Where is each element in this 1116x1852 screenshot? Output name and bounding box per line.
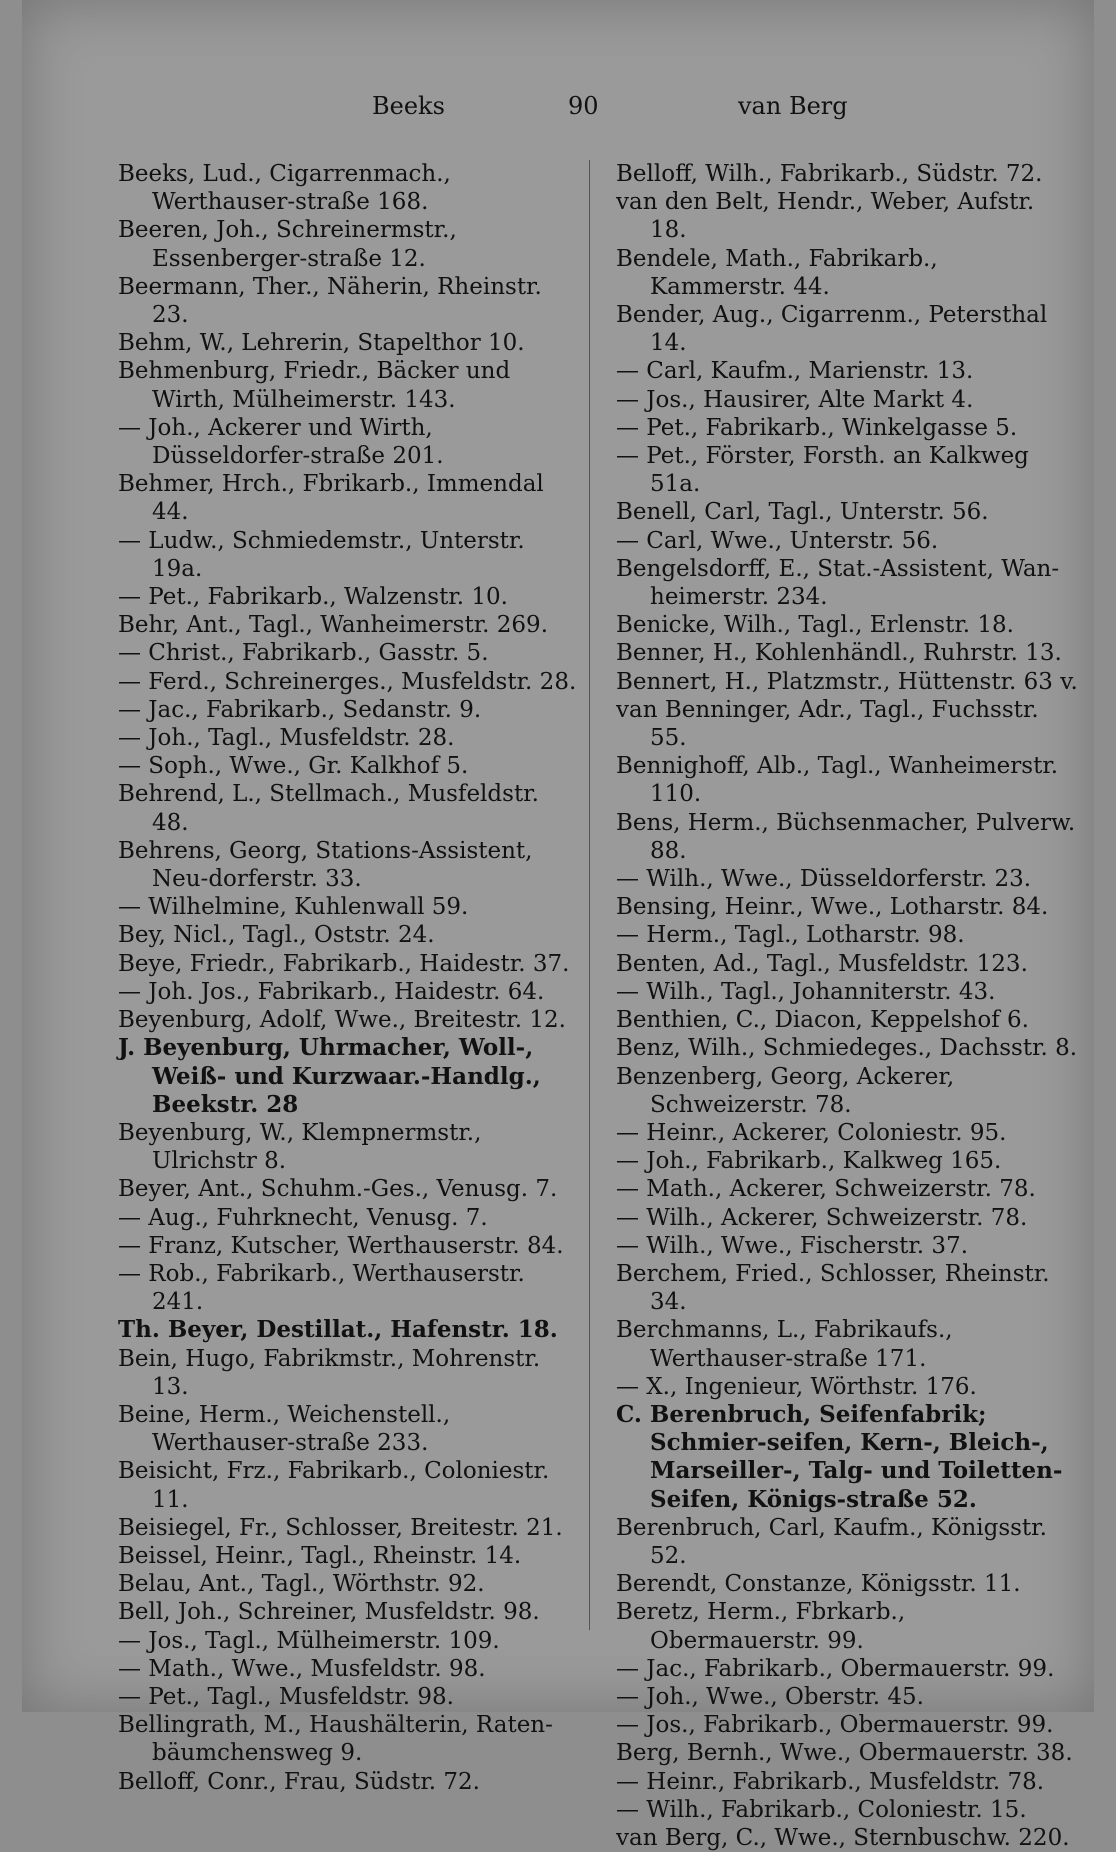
directory-entry: — Jos., Fabrikarb., Obermauerstr. 99.: [616, 1712, 1054, 1739]
directory-entry: — Jos., Hausirer, Alte Markt 4.: [616, 386, 974, 413]
directory-entry: Bender, Aug., Cigarrenm., Petersthal 14.: [616, 302, 1048, 357]
directory-entry: van Benninger, Adr., Tagl., Fuchsstr. 55.: [616, 696, 1039, 752]
directory-entry: Bennighoff, Alb., Tagl., Wanheimerstr. 110.: [616, 753, 1059, 808]
page-number: 90: [568, 92, 599, 120]
directory-entry: — Joh., Fabrikarb., Kalkweg 165.: [616, 1148, 1002, 1175]
directory-entry: Berendt, Constanze, Königsstr. 11.: [616, 1571, 1021, 1598]
directory-entry: Beyer, Ant., Schuhm.-Ges., Venusg. 7.: [118, 1176, 558, 1203]
directory-entry: — Joh., Tagl., Musfeldstr. 28.: [118, 725, 455, 752]
directory-entry: — Carl, Wwe., Unterstr. 56.: [616, 527, 939, 554]
directory-entry: Berg, Bernh., Wwe., Obermauerstr. 38.: [616, 1740, 1073, 1767]
directory-entry: Behm, W., Lehrerin, Stapelthor 10.: [118, 330, 525, 357]
directory-entry: Benz, Wilh., Schmiedeges., Dachsstr. 8.: [616, 1035, 1078, 1062]
directory-entry: Bey, Nicl., Tagl., Oststr. 24.: [118, 922, 435, 949]
directory-entry: Behrens, Georg, Stations-Assistent, Neu-dorferstr. 33.: [118, 837, 533, 893]
directory-entry: — X., Ingenieur, Wörthstr. 176.: [616, 1373, 977, 1400]
directory-entry: Behrend, L., Stellmach., Musfeldstr. 48.: [118, 781, 539, 836]
directory-entry: — Ludw., Schmiedemstr., Unterstr. 19a.: [118, 527, 525, 582]
directory-entry: Beyenburg, Adolf, Wwe., Breitestr. 12.: [118, 1007, 566, 1034]
directory-entry: — Math., Ackerer, Schweizerstr. 78.: [616, 1176, 1036, 1203]
directory-entry: Beine, Herm., Weichenstell., Werthauser-straße 233.: [118, 1401, 451, 1457]
directory-entry: — Christ., Fabrikarb., Gasstr. 5.: [118, 640, 489, 667]
directory-entry: Bendele, Math., Fabrikarb., Kammerstr. 44.: [616, 245, 938, 300]
directory-entry: Beermann, Ther., Näherin, Rheinstr. 23.: [118, 273, 542, 329]
directory-entry: van Berg, C., Wwe., Sternbuschw. 220.: [616, 1824, 1070, 1851]
directory-entry: C. Berenbruch, Seifenfabrik; Schmier-seifen, Kern-, Bleich-, Marseiller-, Talg- und Toiletten-Seifen, Königs-straße 52.: [616, 1400, 1063, 1513]
directory-entry: — Joh., Ackerer und Wirth, Düsseldorfer-straße 201.: [118, 414, 444, 470]
header-left-word: Beeks: [372, 92, 445, 120]
directory-entry: Bein, Hugo, Fabrikmstr., Mohrenstr. 13.: [118, 1345, 541, 1400]
directory-entry: — Pet., Tagl., Musfeldstr. 98.: [118, 1683, 454, 1710]
directory-entry: — Math., Wwe., Musfeldstr. 98.: [118, 1655, 486, 1682]
directory-entry: — Wilhelmine, Kuhlenwall 59.: [118, 894, 469, 921]
directory-entry: Beretz, Herm., Fbrkarb., Obermauerstr. 99.: [616, 1599, 906, 1654]
directory-entry: Beissel, Heinr., Tagl., Rheinstr. 14.: [118, 1542, 522, 1569]
directory-entry: Beeks, Lud., Cigarrenmach., Werthauser-straße 168.: [118, 161, 451, 216]
directory-entry: — Jos., Tagl., Mülheimerstr. 109.: [118, 1627, 500, 1654]
directory-entry: Benell, Carl, Tagl., Unterstr. 56.: [616, 499, 989, 526]
directory-entry: Belloff, Wilh., Fabrikarb., Südstr. 72.: [616, 161, 1043, 187]
directory-entry: — Wilh., Fabrikarb., Coloniestr. 15.: [616, 1796, 1027, 1823]
directory-entry: Berchmanns, L., Fabrikaufs., Werthauser-straße 171.: [616, 1317, 953, 1372]
directory-entry: — Herm., Tagl., Lotharstr. 98.: [616, 922, 965, 949]
header-right-word: van Berg: [738, 92, 848, 120]
right-column: [616, 160, 1078, 1852]
directory-entry: Bennert, H., Platzmstr., Hüttenstr. 63 v.: [616, 668, 1078, 695]
directory-entry: Benicke, Wilh., Tagl., Erlenstr. 18.: [616, 612, 1014, 639]
directory-entry: Bengelsdorff, E., Stat.-Assistent, Wan-heimerstr. 234.: [616, 555, 1060, 611]
directory-entry: Belau, Ant., Tagl., Wörthstr. 92.: [118, 1571, 485, 1598]
directory-entry: — Pet., Fabrikarb., Winkelgasse 5.: [616, 414, 1018, 441]
page-header: [0, 92, 1116, 126]
directory-entry: Beeren, Joh., Schreinermstr., Essenberger-straße 12.: [118, 217, 457, 272]
directory-entry: Benner, H., Kohlenhändl., Ruhrstr. 13.: [616, 640, 1062, 667]
directory-entry: — Jac., Fabrikarb., Sedanstr. 9.: [118, 696, 482, 723]
directory-entry: Benten, Ad., Tagl., Musfeldstr. 123.: [616, 950, 1028, 977]
directory-entry: Berchem, Fried., Schlosser, Rheinstr. 34.: [616, 1260, 1050, 1316]
directory-entry: — Rob., Fabrikarb., Werthauserstr. 241.: [118, 1260, 525, 1316]
directory-entry: Bens, Herm., Büchsenmacher, Pulverw. 88.: [616, 809, 1076, 864]
directory-entry: — Joh. Jos., Fabrikarb., Haidestr. 64.: [118, 978, 545, 1005]
directory-entry: — Franz, Kutscher, Werthauserstr. 84.: [118, 1232, 564, 1259]
directory-entry: Th. Beyer, Destillat., Hafenstr. 18.: [118, 1316, 558, 1344]
directory-entry: Belloff, Conr., Frau, Südstr. 72.: [118, 1768, 480, 1795]
directory-entry: Benthien, C., Diacon, Keppelshof 6.: [616, 1007, 1029, 1034]
directory-entry: Bell, Joh., Schreiner, Musfeldstr. 98.: [118, 1599, 540, 1626]
directory-entry: Berenbruch, Carl, Kaufm., Königsstr. 52.: [616, 1514, 1047, 1569]
directory-entry: Beisicht, Frz., Fabrikarb., Coloniestr. 11.: [118, 1458, 550, 1513]
directory-entry: Beisiegel, Fr., Schlosser, Breitestr. 21.: [118, 1514, 563, 1541]
directory-entry: — Aug., Fuhrknecht, Venusg. 7.: [118, 1204, 488, 1231]
directory-entry: — Wilh., Tagl., Johanniterstr. 43.: [616, 978, 996, 1005]
directory-entry: Behmenburg, Friedr., Bäcker und Wirth, Mülheimerstr. 143.: [118, 358, 511, 413]
directory-entry: — Heinr., Ackerer, Coloniestr. 95.: [616, 1119, 1007, 1146]
directory-entry: Behr, Ant., Tagl., Wanheimerstr. 269.: [118, 612, 549, 639]
directory-entry: Beyenburg, W., Klempnermstr., Ulrichstr 8.: [118, 1119, 482, 1175]
directory-entry: — Jac., Fabrikarb., Obermauerstr. 99.: [616, 1655, 1055, 1682]
directory-entry: — Pet., Förster, Forsth. an Kalkweg 51a.: [616, 443, 1029, 498]
directory-entry: J. Beyenburg, Uhrmacher, Woll-, Weiß- und Kurzwaar.-Handlg., Beekstr. 28: [118, 1034, 541, 1118]
directory-entry: — Joh., Wwe., Oberstr. 45.: [616, 1683, 924, 1710]
directory-entry: — Ferd., Schreinerges., Musfeldstr. 28.: [118, 668, 577, 695]
directory-entry: Behmer, Hrch., Fbrikarb., Immendal 44.: [118, 471, 544, 526]
directory-entry: Bellingrath, M., Haushälterin, Raten-bäumchensweg 9.: [118, 1712, 553, 1767]
directory-entry: — Wilh., Wwe., Fischerstr. 37.: [616, 1232, 969, 1259]
directory-entry: Benzenberg, Georg, Ackerer, Schweizerstr. 78.: [616, 1063, 955, 1118]
directory-entry: — Carl, Kaufm., Marienstr. 13.: [616, 358, 974, 385]
column-divider: [589, 160, 590, 1630]
directory-entry: — Wilh., Ackerer, Schweizerstr. 78.: [616, 1204, 1028, 1231]
directory-entry: van den Belt, Hendr., Weber, Aufstr. 18.: [616, 189, 1035, 244]
directory-entry: — Heinr., Fabrikarb., Musfeldstr. 78.: [616, 1768, 1045, 1795]
directory-entry: — Pet., Fabrikarb., Walzenstr. 10.: [118, 584, 508, 611]
directory-entry: Beye, Friedr., Fabrikarb., Haidestr. 37.: [118, 950, 570, 977]
directory-entry: — Wilh., Wwe., Düsseldorferstr. 23.: [616, 866, 1032, 893]
directory-entry: Bensing, Heinr., Wwe., Lotharstr. 84.: [616, 894, 1049, 921]
left-column: [118, 160, 580, 1796]
directory-entry: — Soph., Wwe., Gr. Kalkhof 5.: [118, 753, 469, 780]
